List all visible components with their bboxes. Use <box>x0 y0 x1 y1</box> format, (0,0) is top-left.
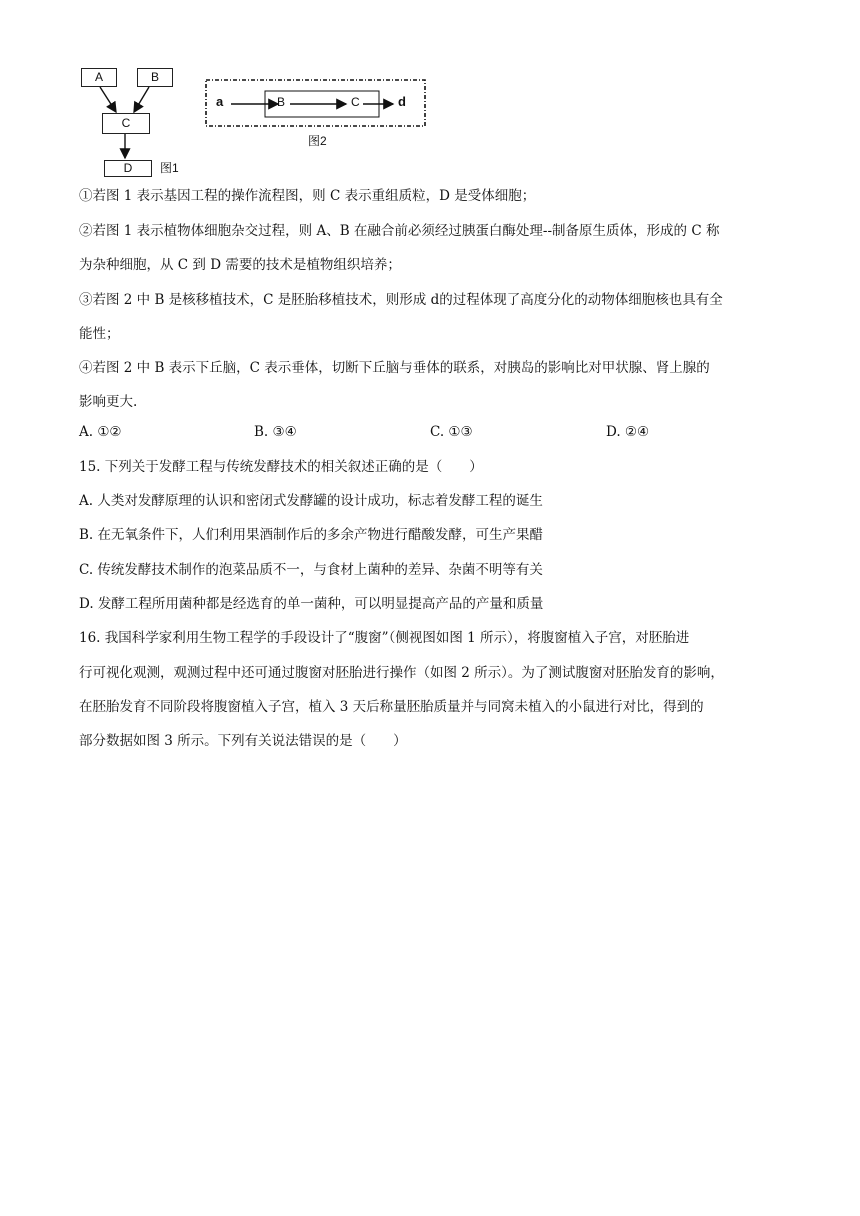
node-d: D <box>104 160 152 177</box>
figure-2-dashed-frame <box>206 80 425 126</box>
node-a: A <box>81 68 117 87</box>
q15-option-a[interactable]: A. 人类对发酵原理的认识和密闭式发酵罐的设计成功，标志着发酵工程的诞生 <box>79 493 543 509</box>
q14-option-c[interactable]: C. ①③ <box>430 424 473 440</box>
figure-2 <box>204 78 430 150</box>
statement-2-line-2: 为杂种细胞，从 C 到 D 需要的技术是植物组织培养； <box>79 257 401 273</box>
q16-line-1: 16. 我国科学家利用生物工程学的手段设计了“腹窗”（侧视图如图 1 所示），将腹窗植入子宫，对胚胎进 <box>79 630 690 646</box>
q15-option-c[interactable]: C. 传统发酵技术制作的泡菜品质不一，与食材上菌种的差异、杂菌不明等有关 <box>79 562 543 578</box>
figure-2-label-d: d <box>398 94 406 109</box>
statement-3-line-2: 能性； <box>79 326 120 342</box>
statement-4-line-2: 影响更大. <box>79 394 138 410</box>
q14-option-a[interactable]: A. ①② <box>79 424 122 440</box>
statement-3-line-1: ③若图 2 中 B 是核移植技术，C 是胚胎移植技术，则形成 d的过程体现了高度分化的动物体细胞核也具有全 <box>79 292 723 308</box>
figure-1 <box>78 66 198 178</box>
q16-line-4: 部分数据如图 3 所示。下列有关说法错误的是（ ） <box>79 733 407 749</box>
q16-line-2: 行可视化观测，观测过程中还可通过腹窗对胚胎进行操作（如图 2 所示）。为了测试腹窗对胚胎发育的影响， <box>79 665 724 681</box>
node-b: B <box>137 68 173 87</box>
q15-stem: 15. 下列关于发酵工程与传统发酵技术的相关叙述正确的是（ ） <box>79 459 483 475</box>
figure-2-label-a: a <box>216 94 224 109</box>
statement-2-line-1: ②若图 1 表示植物体细胞杂交过程，则 A、B 在融合前必须经过胰蛋白酶处理--制备原生质体，形成的 C 称 <box>79 223 720 239</box>
q14-option-d[interactable]: D. ②④ <box>606 424 650 440</box>
q15-option-b[interactable]: B. 在无氧条件下，人们利用果酒制作后的多余产物进行醋酸发酵，可生产果醋 <box>79 527 544 543</box>
q14-option-b[interactable]: B. ③④ <box>254 424 297 440</box>
node-c: C <box>102 113 150 134</box>
figure-2-caption: 图2 <box>308 134 327 148</box>
statement-1: ①若图 1 表示基因工程的操作流程图，则 C 表示重组质粒，D 是受体细胞； <box>79 188 536 204</box>
figure-2-label-b: B <box>277 95 286 109</box>
statement-4-line-1: ④若图 2 中 B 表示下丘脑，C 表示垂体，切断下丘脑与垂体的联系，对胰岛的影响比对甲状腺、肾上腺的 <box>79 360 710 376</box>
figure-2-label-c: C <box>351 95 360 109</box>
figure-1-caption: 图1 <box>160 161 179 175</box>
q15-option-d[interactable]: D. 发酵工程所用菌种都是经选育的单一菌种，可以明显提高产品的产量和质量 <box>79 596 544 612</box>
q16-line-3: 在胚胎发育不同阶段将腹窗植入子宫，植入 3 天后称量胚胎质量并与同窝未植入的小鼠进行对比，得到的 <box>79 699 704 715</box>
